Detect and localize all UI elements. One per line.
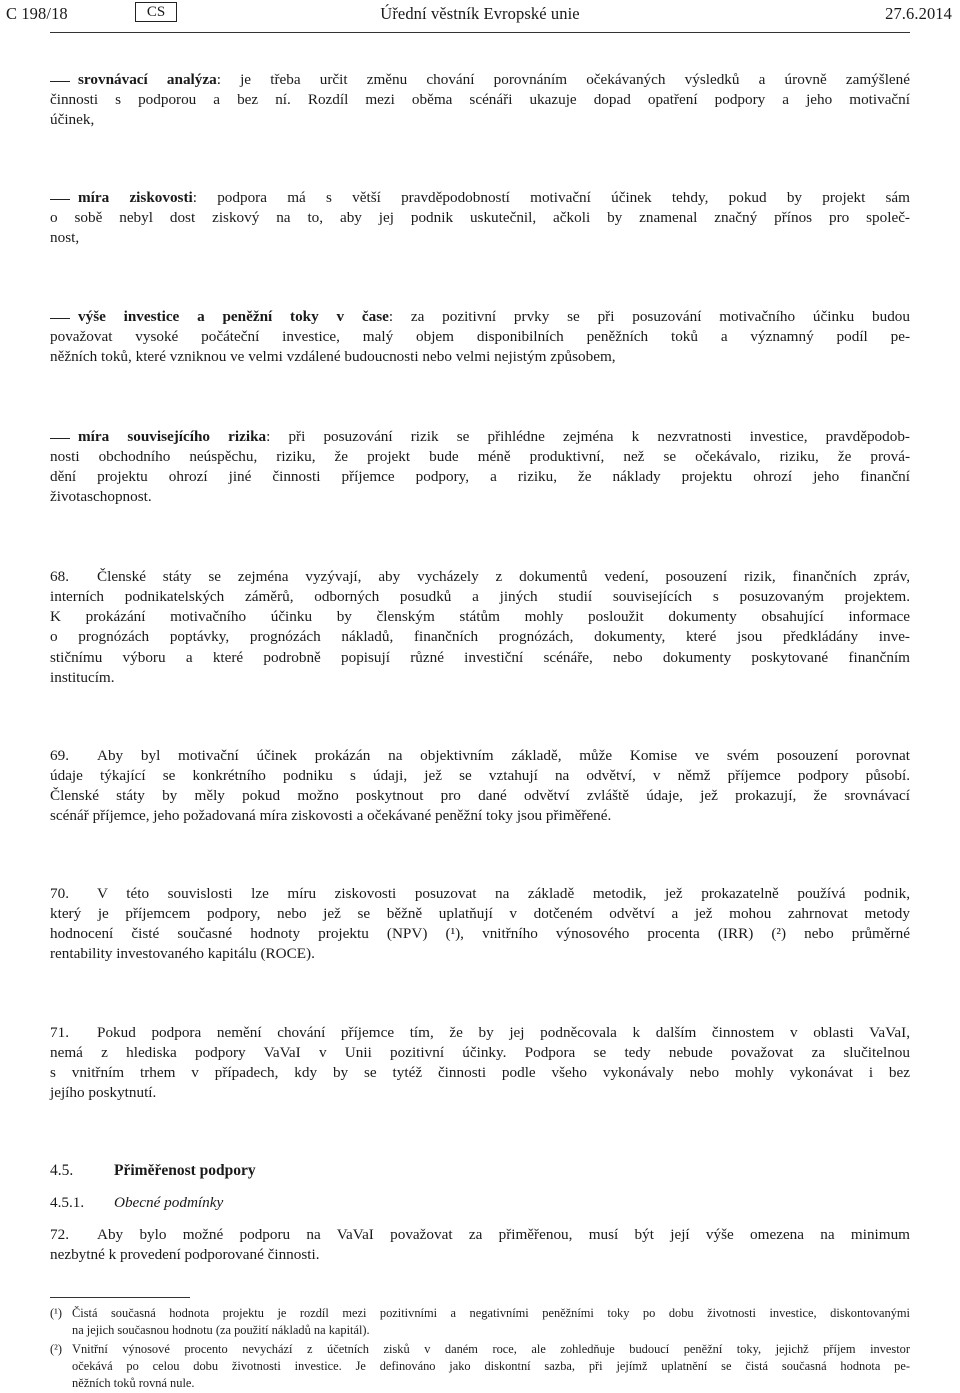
paragraph-line: hodnocení čisté současné hodnoty projektu (NPV) (¹), vnitřního výnosového procenta (IRR) (²) nebo průměrné: [50, 925, 910, 943]
footnote-line: na jejich současnou hodnotu (za použití nákladů na kapitál).: [72, 1323, 370, 1338]
bullet-line: považovat vysoké počáteční investice, malý objem disponibilních peněžních toků a významný podíl pe-: [50, 328, 910, 345]
paragraph-line: K prokázání motivačního účinku by členským státům mohly posloužit dokumenty obsahující informace: [50, 608, 910, 626]
footnote-line: Čistá současná hodnota projektu je rozdíl mezi pozitivními a negativními peněžními toky po dobu životnosti investice, diskontovanými: [72, 1306, 910, 1320]
footnote-line: Vnitřní výnosové procento nevychází z účetních zisků v daném roce, ale zohledňuje budoucí peněžní toky, jejichž příjem investor: [72, 1342, 910, 1356]
subsection-number: 4.5.1.: [50, 1194, 85, 1211]
section-title: Přiměřenost podpory: [114, 1162, 256, 1179]
paragraph-number: 72.: [50, 1226, 69, 1243]
paragraph-line: scénář příjemce, jeho požadovaná míra ziskovosti a očekávané peněžní toky jsou přiměřené.: [50, 807, 612, 825]
paragraph-line: stičnímu výboru a které podrobně popisují různé investiční scénáře, nebo dokumenty poskytované finančním: [50, 648, 910, 666]
paragraph-line: s vnitřním trhem v případech, kdy by se tytéž činnosti podle všeho vykonávaly nebo mohly vykonávat i bez: [50, 1064, 910, 1082]
footnote: [50, 1305, 910, 1341]
bullet-item: [78, 188, 910, 208]
bullet-dash: [50, 81, 70, 82]
paragraph-line: nezbytné k provedení podporované činnosti.: [50, 1246, 320, 1263]
bullet-line: : podpora má s větší pravděpodobností motivační účinek tehdy, pokud by projekt sám: [192, 189, 910, 206]
footnote-divider: [50, 1297, 190, 1298]
bullet-dash: [50, 199, 70, 200]
footnote-label: (¹): [50, 1306, 62, 1320]
paragraph-line: který je příjemcem podpory, nebo jež se běžně uplatňují v dotčeném odvětví a jež mohou zahrnovat metody: [50, 905, 910, 922]
paragraph-line: nemá z hlediska podpory VaVaI v Unii pozitivní účinky. Podpora se tedy nebude považovat za slučitelnou: [50, 1044, 910, 1061]
bullet-term: míra ziskovosti: [78, 189, 193, 206]
bullet-line: něžních toků, které vzniknou ve velmi vzdálené budoucnosti nebo velmi nejistým způsobem,: [50, 348, 616, 366]
bullet-dash: [50, 318, 70, 319]
bullet-line: dění projektu ohrozí jiné činnosti příjemce podpory, a riziku, že náklady projektu ohrozí jeho finanční: [50, 468, 910, 486]
paragraph-line: V této souvislosti lze míru ziskovosti posuzovat na základě metodik, jež prokazatelně používá podnik,: [97, 885, 910, 902]
bullet-line: : za pozitivní prvky se při posuzování motivačního účinku budou: [388, 308, 910, 325]
paragraph-line: jejího poskytnutí.: [50, 1084, 157, 1102]
paragraph-number: 71.: [50, 1024, 69, 1041]
bullet-item: [78, 427, 910, 447]
bullet-term: srovnávací analýza: [78, 71, 217, 88]
bullet-line: životaschopnost.: [50, 488, 152, 506]
bullet-line: nosti obchodního neúspěchu, riziku, že projekt bude méně produktivní, než se očekávalo, riziku, že prová-: [50, 448, 910, 465]
bullet-line: nost,: [50, 229, 80, 247]
bullet-line: : při posuzování rizik se přihlédne zejména k nezvratnosti investice, pravděpodob-: [266, 428, 910, 445]
language-badge: CS: [135, 2, 177, 22]
journal-page-ref: C 198/18: [6, 4, 68, 23]
paragraph-line: institucím.: [50, 668, 115, 686]
footnote: [50, 1341, 910, 1393]
footnote-line: očekává po celou dobu životnosti investice. Je definováno jako diskontní sazba, při jejímž uplatnění se čistá současná hodnota pe-: [72, 1359, 910, 1374]
bullet-term: míra souvisejícího rizika: [78, 428, 267, 445]
paragraph-number: 68.: [50, 568, 69, 585]
journal-title: Úřední věstník Evropské unie: [380, 4, 580, 23]
paragraph-line: interních podnikatelských záměrů, odborných posudků a jiných studií souvisejících s posuzovaným projektem.: [50, 588, 910, 605]
paragraph-line: Členské státy by měly pokud možno poskytnout pro dané odvětví zvláště údaje, jež prokazují, že srovnávací: [50, 787, 910, 805]
bullet-line: účinek,: [50, 111, 95, 129]
paragraph-line: rentability investovaného kapitálu (ROCE).: [50, 945, 315, 963]
subsection-title: Obecné podmínky: [114, 1194, 224, 1211]
paragraph-number: 69.: [50, 747, 69, 764]
journal-date: 27.6.2014: [885, 4, 952, 23]
bullet-line: : je třeba určit změnu chování porovnáním očekávaných výsledků a úrovně zamýšlené: [216, 71, 910, 88]
bullet-item: [78, 70, 910, 90]
bullet-dash: [50, 438, 70, 439]
section-number: 4.5.: [50, 1162, 74, 1179]
paragraph-line: o prognózách poptávky, prognózách nákladů, finančních prognózách, dokumenty, které jsou předkládány inve-: [50, 628, 910, 646]
bullet-item: [78, 307, 910, 327]
paragraph-line: Členské státy se zejména vyzývají, aby vycházely z dokumentů vedení, posouzení rizik, finančních zpráv,: [97, 568, 910, 585]
header-divider: [50, 32, 910, 33]
bullet-line: činnosti s podporou a bez ní. Rozdíl mezi oběma scénáři ukazuje dopad opatření podpory a jeho motivační: [50, 91, 910, 108]
paragraph-line: údaje týkající se konkrétního podniku s údaji, jež se vztahují na odvětví, v němž příjemce podpory působí.: [50, 767, 910, 784]
paragraph-line: Aby byl motivační účinek prokázán na objektivním základě, může Komise ve svém posouzení porovnat: [97, 747, 910, 764]
bullet-line: o sobě nebyl dost ziskový na to, aby jej podnik uskutečnil, ačkoli by znamenal značný přínos pro společ-: [50, 209, 910, 226]
bullet-term: výše investice a peněžní toky v čase: [78, 308, 389, 325]
footnote-label: (²): [50, 1342, 62, 1356]
paragraph-line: Aby bylo možné podporu na VaVaI považovat za přiměřenou, musí být její výše omezena na minimum: [97, 1226, 910, 1243]
paragraph-number: 70.: [50, 885, 69, 902]
footnote-line: něžních toků rovná nule.: [72, 1376, 195, 1391]
paragraph-line: Pokud podpora nemění chování příjemce tím, že by jej podněcovala k dalším činnostem v oblasti VaVaI,: [97, 1024, 910, 1041]
